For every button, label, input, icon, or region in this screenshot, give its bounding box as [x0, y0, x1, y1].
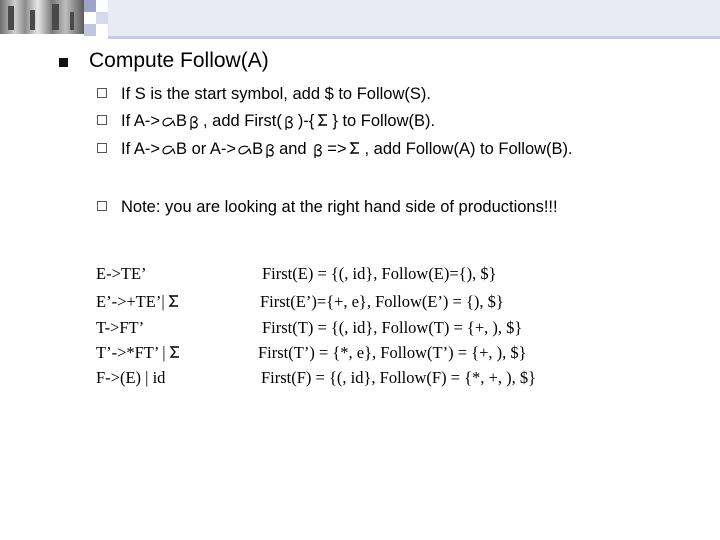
header-band — [108, 0, 720, 36]
beta-icon — [282, 116, 298, 128]
epsilon-icon — [346, 140, 364, 156]
bullet-item — [97, 140, 573, 159]
checkbox-bullet-icon — [97, 115, 107, 125]
grammar-text: T’->*FT’ | — [96, 343, 166, 362]
bullet-text: B — [175, 112, 187, 130]
alpha-icon — [160, 144, 176, 156]
decor-square — [84, 0, 96, 12]
bullet-text: , add First( — [203, 112, 282, 130]
bullet-text: B — [252, 140, 264, 158]
grammar-line: E->TE’ — [96, 264, 147, 283]
decor-square — [84, 24, 96, 36]
epsilon-icon — [166, 344, 184, 360]
decor-square — [96, 12, 108, 24]
header-band-line — [108, 36, 720, 39]
grammar-line — [96, 292, 183, 312]
bullet-item — [97, 85, 431, 104]
bullet-text: Note: you are looking at the right hand side of productions!!! — [121, 198, 558, 216]
beta-icon — [187, 116, 203, 128]
checkbox-bullet-icon — [97, 201, 107, 211]
header-photo — [0, 0, 84, 34]
grammar-text: E’->+TE’| — [96, 292, 165, 311]
set-line: First(E) = {(, id}, Follow(E)={), $} — [262, 264, 497, 283]
bullet-text: , add Follow(A) to Follow(B). — [364, 140, 573, 158]
bullet-text: If A-> — [121, 140, 160, 158]
beta-icon — [263, 144, 279, 156]
bullet-text: )-{ — [297, 112, 315, 130]
bullet-text: => — [327, 140, 347, 158]
bullet-text: If A-> — [121, 112, 160, 130]
grammar-line: T->FT’ — [96, 318, 145, 337]
set-line: First(T) = {(, id}, Follow(T) = {+, ), $} — [262, 318, 523, 337]
checkbox-bullet-icon — [97, 143, 107, 153]
set-line: First(F) = {(, id}, Follow(F) = {*, +, ), $} — [261, 368, 537, 387]
page-title: Compute Follow(A) — [89, 49, 269, 72]
bullet-item — [97, 112, 435, 131]
alpha-icon — [236, 144, 252, 156]
beta-icon — [311, 144, 327, 156]
bullet-text: B or A-> — [175, 140, 237, 158]
bullet-text: and — [279, 140, 307, 158]
bullet-square — [59, 58, 68, 67]
set-line: First(T’) = {*, e}, Follow(T’) = {+, ), $} — [258, 343, 527, 362]
checkbox-bullet-icon — [97, 88, 107, 98]
bullet-text: If S is the start symbol, add $ to Follow(S). — [121, 85, 431, 103]
alpha-icon — [160, 116, 176, 128]
epsilon-icon — [314, 112, 332, 128]
grammar-line: F->(E) | id — [96, 368, 166, 387]
set-line: First(E’)={+, e}, Follow(E’) = {), $} — [260, 292, 504, 311]
bullet-item — [97, 198, 558, 217]
epsilon-icon — [165, 293, 183, 309]
bullet-text: } to Follow(B). — [332, 112, 436, 130]
grammar-line — [96, 343, 184, 363]
